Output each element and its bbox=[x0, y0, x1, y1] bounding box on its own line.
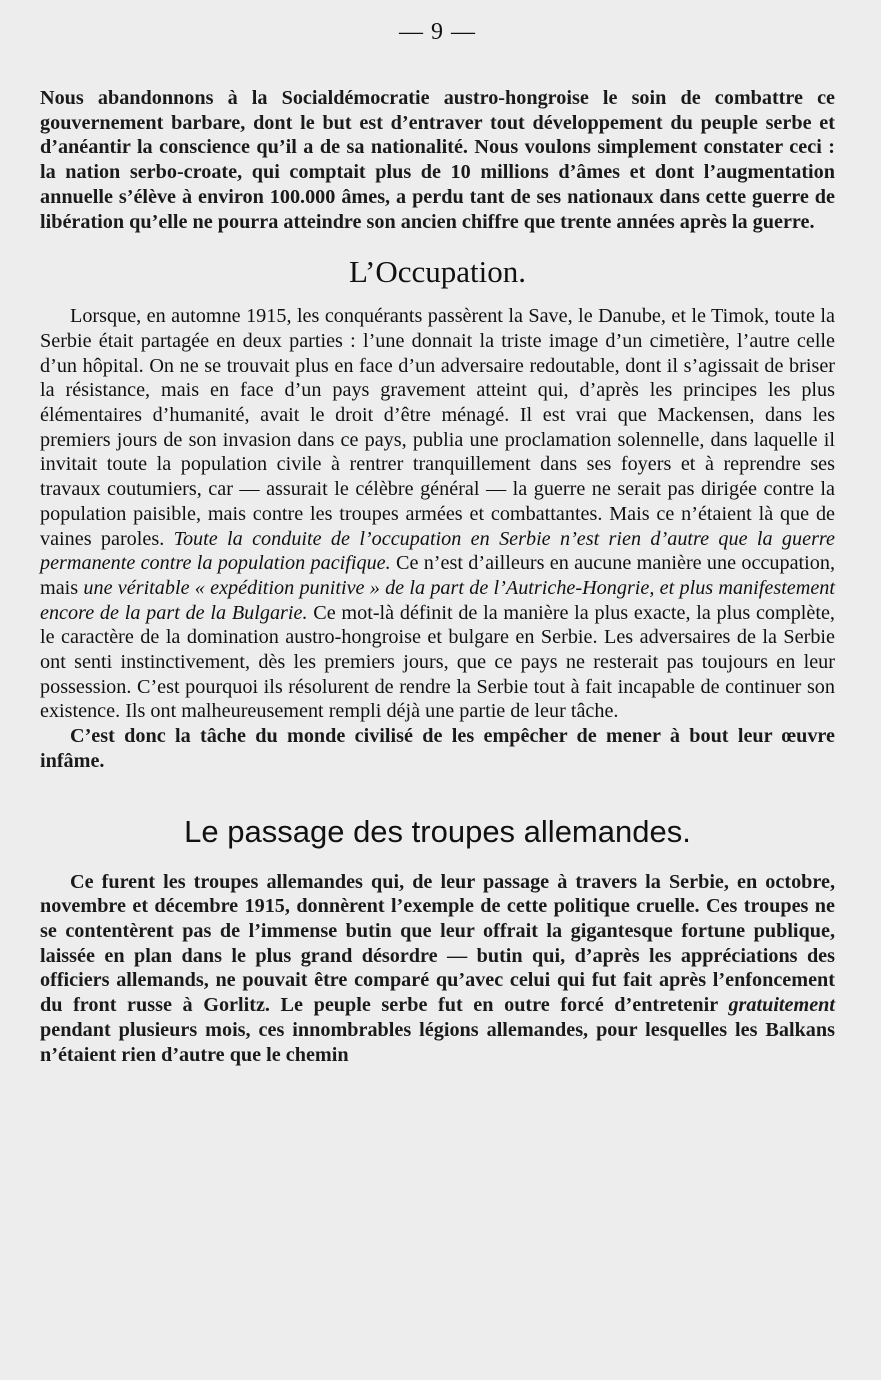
passage-text-2: pendant plusieurs mois, ces innombrables légions allemandes, pour lesquelles les Balkans n’étaient rien d’autre que le chemin bbox=[40, 1018, 835, 1066]
page-number: — 9 — bbox=[399, 19, 476, 45]
occupation-text-3: Ce mot-là définit de la manière la plus exacte, la plus complète, le caractère de la domination austro-hongroise et bulgare en Serbie. Les adversaires de la Serbie ont senti instinctivement, dès les premiers jours, que ce pays ne resterait pas toujours en leur possession. C’est pourquoi ils résolurent de rendre la Serbie tout à fait incapable de continuer son existence. Ils ont malheureusement rempli déjà une partie de leur tâche. bbox=[40, 601, 835, 723]
passage-text-1: Ce furent les troupes allemandes qui, de leur passage à travers la Serbie, en octobre, novembre et décembre 1915, donnèrent l’exemple de cette politique cruelle. Ces troupes ne se contentèrent pas de l’immense butin que leur offrait la gigantesque fortune publique, laissée en plan dans le plus grand désordre — butin qui, d’après les appréciations des officiers allemands, ne pouvait être comparé qu’avec celui qui fut fait après l’enfoncement du front russe à Gorlitz. Le peuple serbe fut en outre forcé d’entretenir bbox=[40, 870, 835, 1017]
occupation-italic-1: Toute la conduite de l’occupation en Serbie n’est rien d’autre que la guerre permanente contre la population pacifique. bbox=[40, 527, 836, 575]
occupation-paragraph-1 bbox=[40, 304, 835, 724]
intro-paragraph: Nous abandonnons à la Socialdémocratie austro-hongroise le soin de combattre ce gouvernement barbare, dont le but est d’entraver tout développement du peuple serbe et d’anéantir la conscience qu’il a de sa nationalité. Nous voulons simplement constater ceci : la nation serbo-croate, qui comptait plus de 10 millions d’âmes et dont l’augmentation annuelle s’élève à environ 100.000 âmes, a perdu tant de ses nationaux dans cette guerre de libération qu’elle ne pourra atteindre son ancien chiffre que trente années après la guerre. bbox=[40, 87, 835, 233]
occupation-text-2: Ce n’est d’ailleurs en aucune manière une occupation, mais bbox=[40, 552, 835, 599]
heading-occupation: L’Occupation. bbox=[348, 254, 527, 290]
occupation-paragraph-2: C’est donc la tâche du monde civilisé de les empêcher de mener à bout leur œuvre infâme. bbox=[40, 725, 835, 772]
passage-italic: gratuitement bbox=[728, 994, 835, 1017]
occupation-text-1: Lorsque, en automne 1915, les conquérants passèrent la Save, le Danube, et le Timok, toute la Serbie était partagée en deux parties : l’une donnait la triste image d’un cimetière, l’autre celle d’un hôpital. On ne se trouvait plus en face d’un adversaire redoutable, dont il s’agissait de briser la résistance, mais en face d’un pays gravement atteint qui, d’après les principes les plus élémentaires d’humanité, avait le droit d’être ménagé. Il est vrai que Mackensen, dans les premiers jours de son invasion dans ce pays, publia une proclamation solennelle, dans laquelle il invitait toute la population civile à rentrer tranquillement dans ses foyers et à reprendre ses travaux coutumiers, car — assurait le célèbre général — la guerre ne serait pas dirigée contre la population paisible, mais contre les troupes armées et combattantes. Mais ce n’étaient là que de vaines paroles. bbox=[40, 305, 835, 550]
heading-passage: Le passage des troupes allemandes. bbox=[184, 813, 691, 849]
passage-paragraph bbox=[40, 870, 835, 1068]
occupation-italic-2: une véritable « expédition punitive » de la part de l’Autriche-Hongrie, et plus manifestement encore de la part de la Bulgarie. bbox=[40, 576, 835, 624]
